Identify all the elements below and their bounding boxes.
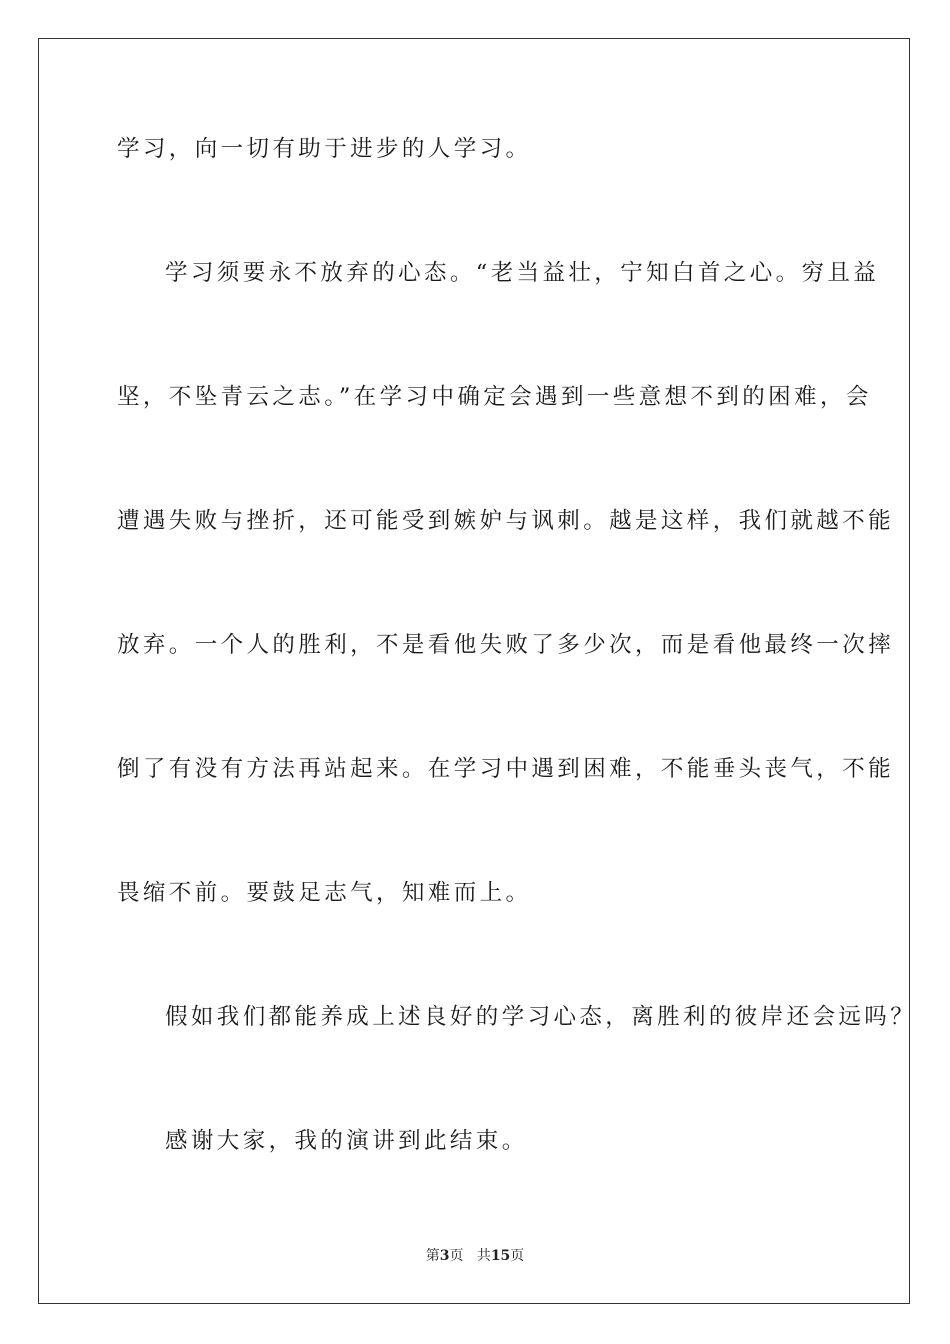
paragraph-line: 学习须要永不放弃的心态。“老当益壮，宁知白首之心。穷且益 xyxy=(165,260,880,286)
footer-total-pages: 15 xyxy=(490,1248,511,1264)
paragraph-line: 遭遇失败与挫折，还可能受到嫉妒与讽刺。越是这样，我们就越不能 xyxy=(117,508,895,534)
footer-page-prefix: 第 xyxy=(425,1248,440,1264)
footer-total-prefix: 共 xyxy=(476,1248,491,1264)
paragraph-line: 倒了有没有方法再站起来。在学习中遇到困难，不能垂头丧气，不能 xyxy=(117,756,895,782)
paragraph-line: 假如我们都能养成上述良好的学习心态，离胜利的彼岸还会远吗？ xyxy=(165,1004,917,1030)
paragraph-line: 学习，向一切有助于进步的人学习。 xyxy=(117,136,532,162)
footer-total-suffix: 页 xyxy=(510,1248,525,1264)
paragraph-line: 感谢大家，我的演讲到此结束。 xyxy=(165,1128,528,1154)
footer-page-number: 3 xyxy=(439,1248,450,1264)
paragraph-line: 畏缩不前。要鼓足志气，知难而上。 xyxy=(117,880,532,906)
paragraph-line: 坚，不坠青云之志。”在学习中确定会遇到一些意想不到的困难，会 xyxy=(117,384,872,410)
page-footer xyxy=(0,1246,950,1266)
paragraph-line: 放弃。一个人的胜利，不是看他失败了多少次，而是看他最终一次摔 xyxy=(117,632,895,658)
page-border xyxy=(38,38,917,1304)
footer-page-suffix: 页 xyxy=(449,1248,464,1264)
